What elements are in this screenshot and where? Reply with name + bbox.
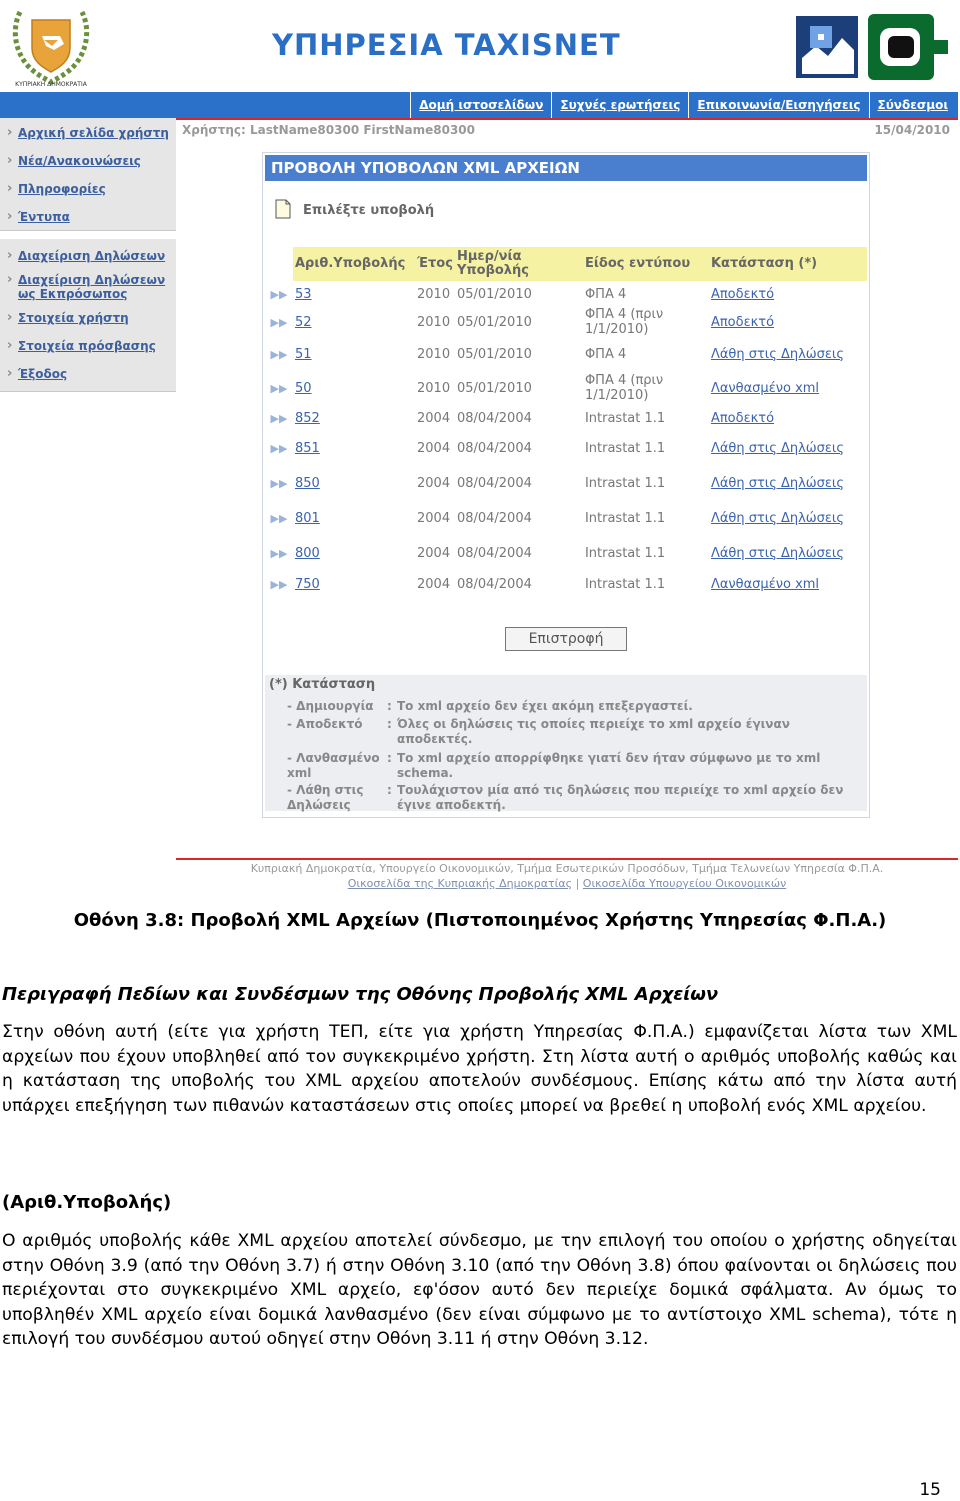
form-type: Intrastat 1.1: [584, 576, 666, 592]
column-header-submission-number: Αριθ.Υποβολής: [293, 247, 415, 281]
submission-status-link[interactable]: Λάθη στις Δηλώσεις: [710, 440, 844, 456]
column-header-year: Έτος: [415, 247, 455, 281]
row-arrow-icon: ▶▶: [270, 381, 288, 395]
form-type: ΦΠΑ 4 (πριν 1/1/2010): [584, 307, 664, 337]
table-row: [265, 535, 867, 571]
logged-in-user: Χρήστης: LastName80300 FirstName80300: [182, 123, 475, 137]
nav-link-faq[interactable]: Συχνές ερωτήσεις: [551, 92, 688, 118]
table-header-row: [265, 247, 867, 281]
submission-date: 08/04/2004: [456, 576, 532, 592]
crest-caption: ΚΥΠΡΙΑΚΗ ΔΗΜΟΚΡΑΤΙΑ: [15, 81, 87, 88]
sidebar-divider: [0, 391, 176, 392]
submission-status-link[interactable]: Λανθασμένο xml: [710, 576, 820, 592]
submission-status[interactable]: [709, 337, 867, 371]
choose-submission-label: Επιλέξτε υποβολή: [303, 203, 435, 218]
sidebar-item-declarations[interactable]: › Διαχείριση Δηλώσεων: [0, 249, 176, 263]
submission-number[interactable]: [293, 571, 415, 597]
submission-status-link[interactable]: Λάθη στις Δηλώσεις: [710, 475, 844, 491]
row-arrow-icon: ▶▶: [270, 287, 288, 301]
table-row: [265, 465, 867, 501]
submission-year: 2004: [417, 440, 451, 456]
nav-link-sitemap[interactable]: Δομή ιστοσελίδων: [410, 92, 551, 118]
legend-description: Το xml αρχείο απορρίφθηκε γιατί δεν ήταν σύμφωνο με το xml schema.: [397, 751, 821, 780]
row-arrow-icon: ▶▶: [270, 315, 288, 329]
submission-number[interactable]: [293, 405, 415, 431]
status-legend: [265, 675, 867, 811]
submission-number-link[interactable]: 850: [295, 475, 320, 491]
figure-caption: Οθόνη 3.8: Προβολή XML Αρχείων (Πιστοποιημένος Χρήστης Υπηρεσίας Φ.Π.Α.): [73, 910, 887, 931]
legend-colon: :: [387, 717, 392, 731]
submission-status[interactable]: [709, 307, 867, 337]
table-row: [265, 307, 867, 337]
submission-status-link[interactable]: Αποδεκτό: [710, 410, 775, 426]
form-type: ΦΠΑ 4: [584, 286, 627, 302]
submission-number[interactable]: [293, 465, 415, 501]
user-bar: [176, 120, 958, 140]
form-type: ΦΠΑ 4 (πριν 1/1/2010): [584, 373, 664, 403]
submission-number[interactable]: [293, 431, 415, 465]
sidebar-item-info[interactable]: › Πληροφορίες: [0, 182, 176, 196]
row-arrow-icon: ▶▶: [270, 577, 288, 591]
submission-number[interactable]: [293, 281, 415, 307]
submission-number[interactable]: [293, 501, 415, 535]
form-type: Intrastat 1.1: [584, 510, 666, 526]
row-arrow-icon: ▶▶: [270, 347, 288, 361]
sidebar-item-news[interactable]: › Νέα/Ανακοινώσεις: [0, 154, 176, 168]
submission-number-link[interactable]: 851: [295, 440, 320, 456]
table-row: [265, 431, 867, 465]
form-type: Intrastat 1.1: [584, 545, 666, 561]
row-arrow-icon: ▶▶: [270, 476, 288, 490]
submission-year: 2004: [417, 510, 451, 526]
legend-description: Το xml αρχείο δεν έχει ακόμη επεξεργαστεί.: [397, 699, 693, 713]
submission-number-link[interactable]: 51: [295, 346, 312, 362]
form-type: Intrastat 1.1: [584, 410, 666, 426]
back-button[interactable]: Επιστροφή: [505, 627, 627, 651]
submission-status-link[interactable]: Λανθασμένο xml: [710, 380, 820, 396]
row-arrow-icon: ▶▶: [270, 411, 288, 425]
footer-red-rule: [176, 858, 958, 860]
form-type: Intrastat 1.1: [584, 475, 666, 491]
legend-colon: :: [387, 751, 392, 765]
table-row: [265, 405, 867, 431]
submission-year: 2004: [417, 475, 451, 491]
sidebar-item-home[interactable]: › Αρχική σελίδα χρήστη: [0, 126, 176, 140]
footer-link-republic[interactable]: Οικοσελίδα της Κυπριακής Δημοκρατίας: [347, 877, 573, 890]
submission-number[interactable]: [293, 307, 415, 337]
submission-number-link[interactable]: 800: [295, 545, 320, 561]
table-row: [265, 281, 867, 307]
field-heading: (Αριθ.Υποβολής): [2, 1192, 172, 1213]
sidebar-item-declarations-representative[interactable]: › Διαχείριση Δηλώσεων ως Εκπρόσωπος: [0, 273, 176, 301]
row-arrow-icon: ▶▶: [270, 441, 288, 455]
submission-number-link[interactable]: 53: [295, 286, 312, 302]
intro-paragraph: Στην οθόνη αυτή (είτε για χρήστη ΤΕΠ, είτε για χρήστη Υπηρεσίας Φ.Π.Α.) εμφανίζεται λίστα των XML αρχείων που έχουν υποβληθεί από τον συγκεκριμένο χρήστη. Στη λίστα αυτή ο αριθμός υποβολής καθώς και η κατάσταση της υποβολής του XML αρχείου αποτελούν συνδέσμους. Επίσης κάτω από την λίστα αυτή υπάρχει επεξήγηση των πιθανών καταστάσεων στις οποίες μπορεί να βρεθεί η υποβολή ενός XML αρχείου.: [2, 1022, 957, 1116]
submission-year: 2010: [417, 314, 451, 330]
submission-date: 05/01/2010: [456, 380, 532, 396]
form-type: Intrastat 1.1: [584, 440, 666, 456]
legend-colon: :: [387, 699, 392, 713]
legend-term: - Δημιουργία: [287, 699, 374, 713]
table-row: [265, 501, 867, 535]
submission-number-link[interactable]: 52: [295, 314, 312, 330]
legend-term: - Λάθη στις Δηλώσεις: [287, 783, 364, 812]
site-title: ΥΠΗΡΕΣΙΑ TAXISNET: [272, 28, 621, 62]
nav-link-links[interactable]: Σύνδεσμοι: [869, 92, 957, 118]
submission-number[interactable]: [293, 535, 415, 571]
form-type: ΦΠΑ 4: [584, 346, 627, 362]
row-arrow-icon: ▶▶: [270, 546, 288, 560]
footer-separator: |: [575, 877, 580, 890]
submission-date: 08/04/2004: [456, 510, 532, 526]
submission-status-link[interactable]: Λάθη στις Δηλώσεις: [710, 510, 844, 526]
current-date: 15/04/2010: [874, 123, 950, 137]
submission-status[interactable]: [709, 431, 867, 465]
column-header-status: Κατάσταση (*): [709, 247, 867, 281]
table-row: [265, 571, 867, 597]
legend-term: - Αποδεκτό: [287, 717, 363, 731]
footer-links: [176, 877, 958, 890]
submission-date: 08/04/2004: [456, 410, 532, 426]
submission-date: 08/04/2004: [456, 475, 532, 491]
sidebar-divider: [0, 230, 176, 231]
submission-year: 2004: [417, 410, 451, 426]
cyprus-crest-logo: [8, 6, 94, 88]
column-header-submission-date: Ημερ/νία Υποβολής: [455, 247, 583, 281]
submissions-table: [265, 247, 867, 597]
submission-status-link[interactable]: Λάθη στις Δηλώσεις: [710, 346, 844, 362]
taxisnet-logo-icon: [868, 14, 948, 80]
submissions-table-body: [265, 281, 867, 597]
submission-year: 2004: [417, 576, 451, 592]
submission-status[interactable]: [709, 281, 867, 307]
submission-date: 05/01/2010: [456, 314, 532, 330]
submission-status[interactable]: [709, 371, 867, 405]
submission-status[interactable]: [709, 571, 867, 597]
submission-status-link[interactable]: Λάθη στις Δηλώσεις: [710, 545, 844, 561]
footer-link-ministry[interactable]: Οικοσελίδα Υπουργείου Οικονομικών: [582, 877, 787, 890]
field-description-paragraph: Ο αριθμός υποβολής κάθε XML αρχείου αποτελεί σύνδεσμο, με την επιλογή του οποίου ο χρήστης οδηγείται στην Οθόνη 3.9 (από την Οθόνη 3.7) ή στην Οθόνη 3.10 (από την Οθόνη 3.8) όπου φαίνονται οι δηλώσεις που περιέχονται στο συγκεκριμένο XML αρχείο, εφ'όσον αυτό δεν περιείχε δομικά σφάλματα. Αν όμως το υποβληθέν XML αρχείο είναι δομικά λανθασμένο (δεν είναι σύμφωνο με το αντίστοιχο XML schema), τότε η επιλογή του συνδέσμου αυτού οδηγεί στην Οθόνη 3.11 ή στην Οθόνη 3.12.: [2, 1231, 957, 1350]
submission-status-link[interactable]: Αποδεκτό: [710, 314, 775, 330]
panel-title: ΠΡΟΒΟΛΗ ΥΠΟΒΟΛΩΝ XML ΑΡΧΕΙΩΝ: [265, 155, 867, 181]
sidebar: [0, 118, 176, 896]
submission-number-link[interactable]: 801: [295, 510, 320, 526]
submissions-panel: [262, 152, 870, 818]
submission-number-link[interactable]: 50: [295, 380, 312, 396]
submission-date: 05/01/2010: [456, 286, 532, 302]
sidebar-item-access-details[interactable]: › Στοιχεία πρόσβασης: [0, 339, 176, 353]
row-arrow-icon: ▶▶: [270, 511, 288, 525]
sidebar-item-user-details[interactable]: › Στοιχεία χρήστη: [0, 311, 176, 325]
submission-year: 2010: [417, 346, 451, 362]
submission-status[interactable]: [709, 465, 867, 501]
table-row: [265, 337, 867, 371]
submission-status[interactable]: [709, 501, 867, 535]
submission-date: 05/01/2010: [456, 346, 532, 362]
page-number: 15: [919, 1480, 941, 1500]
submission-number-link[interactable]: 750: [295, 576, 320, 592]
submission-status[interactable]: [709, 535, 867, 571]
submission-year: 2004: [417, 545, 451, 561]
legend-description: Τουλάχιστον μία από τις δηλώσεις που περιείχε το xml αρχείο δεν έγινε αποδεκτή.: [397, 783, 844, 812]
legend-description: Όλες οι δηλώσεις τις οποίες περιείχε το xml αρχείο έγιναν αποδεκτές.: [397, 717, 790, 746]
submission-date: 08/04/2004: [456, 440, 532, 456]
legend-colon: :: [387, 783, 392, 797]
site-header: [0, 0, 958, 92]
submission-number[interactable]: [293, 337, 415, 371]
column-header-form-type: Είδος εντύπου: [583, 247, 709, 281]
submission-number-link[interactable]: 852: [295, 410, 320, 426]
footer-ministry-text: Κυπριακή Δημοκρατία, Υπουργείο Οικονομικών, Τμήμα Εσωτερικών Προσόδων, Τμήμα Τελωνείων Υπηρεσία Φ.Π.Α.: [250, 862, 884, 875]
section-title: Περιγραφή Πεδίων και Συνδέσμων της Οθόνης Προβολής XML Αρχείων: [2, 984, 719, 1005]
nav-link-contact[interactable]: Επικοινωνία/Εισηγήσεις: [688, 92, 868, 118]
submission-status[interactable]: [709, 405, 867, 431]
network-logo-icon: [796, 16, 858, 78]
arrow-column-header: [265, 247, 293, 281]
submission-status-link[interactable]: Αποδεκτό: [710, 286, 775, 302]
submission-number[interactable]: [293, 371, 415, 405]
legend-title: (*) Κατάσταση: [269, 677, 376, 692]
submission-date: 08/04/2004: [456, 545, 532, 561]
table-row: [265, 371, 867, 405]
sidebar-item-forms[interactable]: › Έντυπα: [0, 210, 176, 224]
submission-year: 2010: [417, 380, 451, 396]
top-navigation-bar: [0, 92, 958, 118]
submission-year: 2010: [417, 286, 451, 302]
legend-term: - Λανθασμένο xml: [287, 751, 380, 780]
document-icon: [275, 199, 291, 219]
sidebar-item-logout[interactable]: › Έξοδος: [0, 367, 176, 381]
